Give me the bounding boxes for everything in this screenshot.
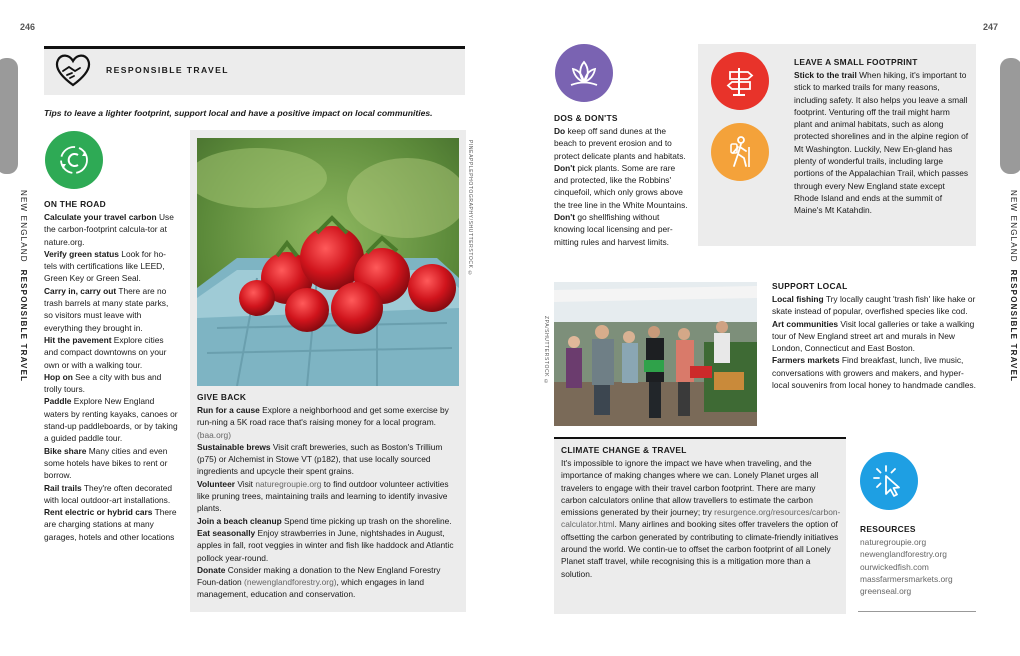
climate-link[interactable]: resurgence.org/resources/carbon-calculator.html [561, 507, 841, 530]
give-back-item: Sustainable brews Visit craft breweries, such as Boston's Trillium (p75) or Alchemist in Stowe VT (p182), that use locally sourced ingredients and upcycle their spent grains. [197, 441, 443, 477]
side-label-left: NEW ENGLAND RESPONSIBLE TRAVEL [19, 190, 28, 383]
handshake-heart-icon [53, 52, 93, 88]
signpost-icon [711, 52, 769, 110]
on-the-road-item: Verify green status Look for ho-tels with certifications like LEED, Green Key or Green Seal. [44, 248, 166, 284]
climate-paragraph: It's impossible to ignore the impact we have when traveling, and the importance of making changes where we can. Lonely Planet urges all travelers to engage with their travel carbon footprint. There are many carbon calculators online that allow travellers to estimate the carbon emissions generated by their journey; try resurgence.org/resources/carbon-calculator.html. Many airlines and booking sites offer travelers the option of offsetting the carbon generated by contributing to climate-friendly initiatives around the world. We contin-ue to offset the carbon footprint of all Lonely Planet staff travel, while recognising this is a mitigation more than a solution. [561, 458, 841, 579]
give-back-item: Donate Consider making a donation to the New England Forestry Foun-dation (newenglandforestry.org), which engages in land management, education and conservation. [197, 564, 441, 600]
chapter-tab-right[interactable] [1000, 58, 1020, 174]
on-the-road-item: Carry in, carry out There are no trash barrels at many state parks, so visitors must leave with everything they brought in. [44, 285, 169, 333]
dos-donts-title: DOS & DON'TS [554, 113, 618, 123]
intro-text: Tips to leave a lighter footprint, support local and have a positive impact on local communities. [44, 108, 433, 118]
resource-link[interactable]: massfarmersmarkets.org [860, 573, 953, 584]
dos-donts-item: Don't go shellfishing without knowing local licensing and per-mitting rules and harvest limits. [554, 212, 673, 247]
resource-link[interactable]: greenseal.org [860, 586, 912, 597]
resources-title: RESOURCES [860, 524, 916, 534]
chapter-tab-left[interactable] [0, 58, 18, 174]
dos-donts-item: Do keep off sand dunes at the beach to prevent erosion and to protect delicate plants and habitats. [554, 126, 686, 161]
give-back-item: Eat seasonally Enjoy strawberries in June, nightshades in August, apples in fall, root veggies in winter and fish like haddock and Atlantic pollock year-round. [197, 527, 454, 563]
give-back-link[interactable]: (newenglandforestry.org) [244, 577, 337, 588]
support-local-section [772, 281, 977, 391]
on-the-road-item: Hop on See a city with bus and trolly tours. [44, 371, 162, 395]
dos-donts-item: Don't pick plants. Some are rare and protected, like the Robbins' cinquefoil, which only grows above the tree line in the White Mountains. [554, 162, 688, 210]
hiker-icon [711, 123, 769, 181]
banner-title: RESPONSIBLE TRAVEL [106, 65, 229, 75]
support-local-item: Farmers markets Find breakfast, lunch, live music, conversations with growers and makers, and hyper-local souvenirs from local honey to handmade candles. [772, 355, 976, 391]
market-photo-credit: ZPA/SHUTTERSTOCK © [543, 316, 549, 386]
on-the-road-title: ON THE ROAD [44, 199, 106, 209]
on-the-road-item: Paddle Explore New England waters by renting kayaks, canoes or stand-up paddleboards, or by taking a guided paddle tour. [44, 396, 178, 444]
strawberries-photo [197, 138, 459, 386]
page-number-right: 247 [983, 22, 999, 32]
climate-section [561, 445, 841, 580]
resources-section [860, 524, 976, 597]
footprint-paragraph: Stick to the trail When hiking, it's important to stick to marked trails for many reasons, including safety. It also helps you leave a small footprint. Venturing off the trail might harm plant and animal habitats, such as along protected shorelines and in the alpine region of Mt Washington. Luckily, New En-gland has plenty of wonderful trails, including large portions of the Appalachian Trail, which passes through every New England state except Rhode Island and ends at the summit of Maine's Mt Katahdin. [794, 70, 969, 216]
give-back-section [197, 392, 460, 601]
side-label-right: NEW ENGLAND RESPONSIBLE TRAVEL [1009, 190, 1018, 383]
support-local-item: Local fishing Try locally caught 'trash fish' like hake or skate instead of popular, overfished species like cod. [772, 294, 976, 317]
farmers-market-photo [554, 282, 757, 426]
climate-title: CLIMATE CHANGE & TRAVEL [561, 445, 687, 455]
resources-rule [858, 611, 976, 612]
recycle-c-icon [45, 131, 103, 189]
support-local-title: SUPPORT LOCAL [772, 281, 848, 291]
on-the-road-item: Rent electric or hybrid cars There are charging stations at many garages, hotels and other locations [44, 507, 177, 542]
cursor-click-icon [860, 452, 918, 510]
dos-donts-section [554, 113, 690, 248]
resource-link[interactable]: naturegroupie.org [860, 537, 927, 547]
give-back-item: Run for a cause Explore a neighborhood and get some exercise by run-ning a 5K road race that's raising money for a local program. (baa.org) [197, 405, 449, 440]
on-the-road-item: Bike share Many cities and even some hotels have bikes to rent or borrow. [44, 445, 168, 481]
give-back-item: Join a beach cleanup Spend time picking up trash on the shoreline. [197, 515, 452, 526]
give-back-link[interactable]: (baa.org) [197, 429, 231, 440]
lotus-icon [555, 44, 613, 102]
give-back-item: Volunteer Visit naturegroupie.org to find outdoor volunteer activities like pruning trees, maintaining trails and learning to identify invasive plants. [197, 478, 449, 514]
on-the-road-item: Calculate your travel carbon Use the carbon-footprint calcula-tor at nature.org. [44, 212, 174, 247]
on-the-road-section [44, 199, 178, 543]
on-the-road-item: Hit the pavement Explore cities and compact downtowns on your own or with a walking tour. [44, 334, 167, 370]
support-local-item: Art communities Visit local galleries or take a walking tour of New England street art and murals in New London, Connecticut and East Boston. [772, 318, 975, 354]
on-the-road-item: Rail trails They're often decorated with local outdoor-art installations. [44, 482, 173, 505]
resource-link[interactable]: ourwickedfish.com [860, 561, 929, 572]
strawberry-photo-credit: PINEAPPLEPHOTOGRAPHY/SHUTTERSTOCK © [467, 140, 473, 278]
page-number-left: 246 [20, 22, 36, 32]
footprint-title: LEAVE A SMALL FOOTPRINT [794, 57, 918, 67]
footprint-section [794, 57, 970, 217]
give-back-link[interactable]: naturegroupie.org [255, 478, 322, 489]
resource-link[interactable]: newenglandforestry.org [860, 549, 947, 560]
give-back-title: GIVE BACK [197, 392, 247, 402]
